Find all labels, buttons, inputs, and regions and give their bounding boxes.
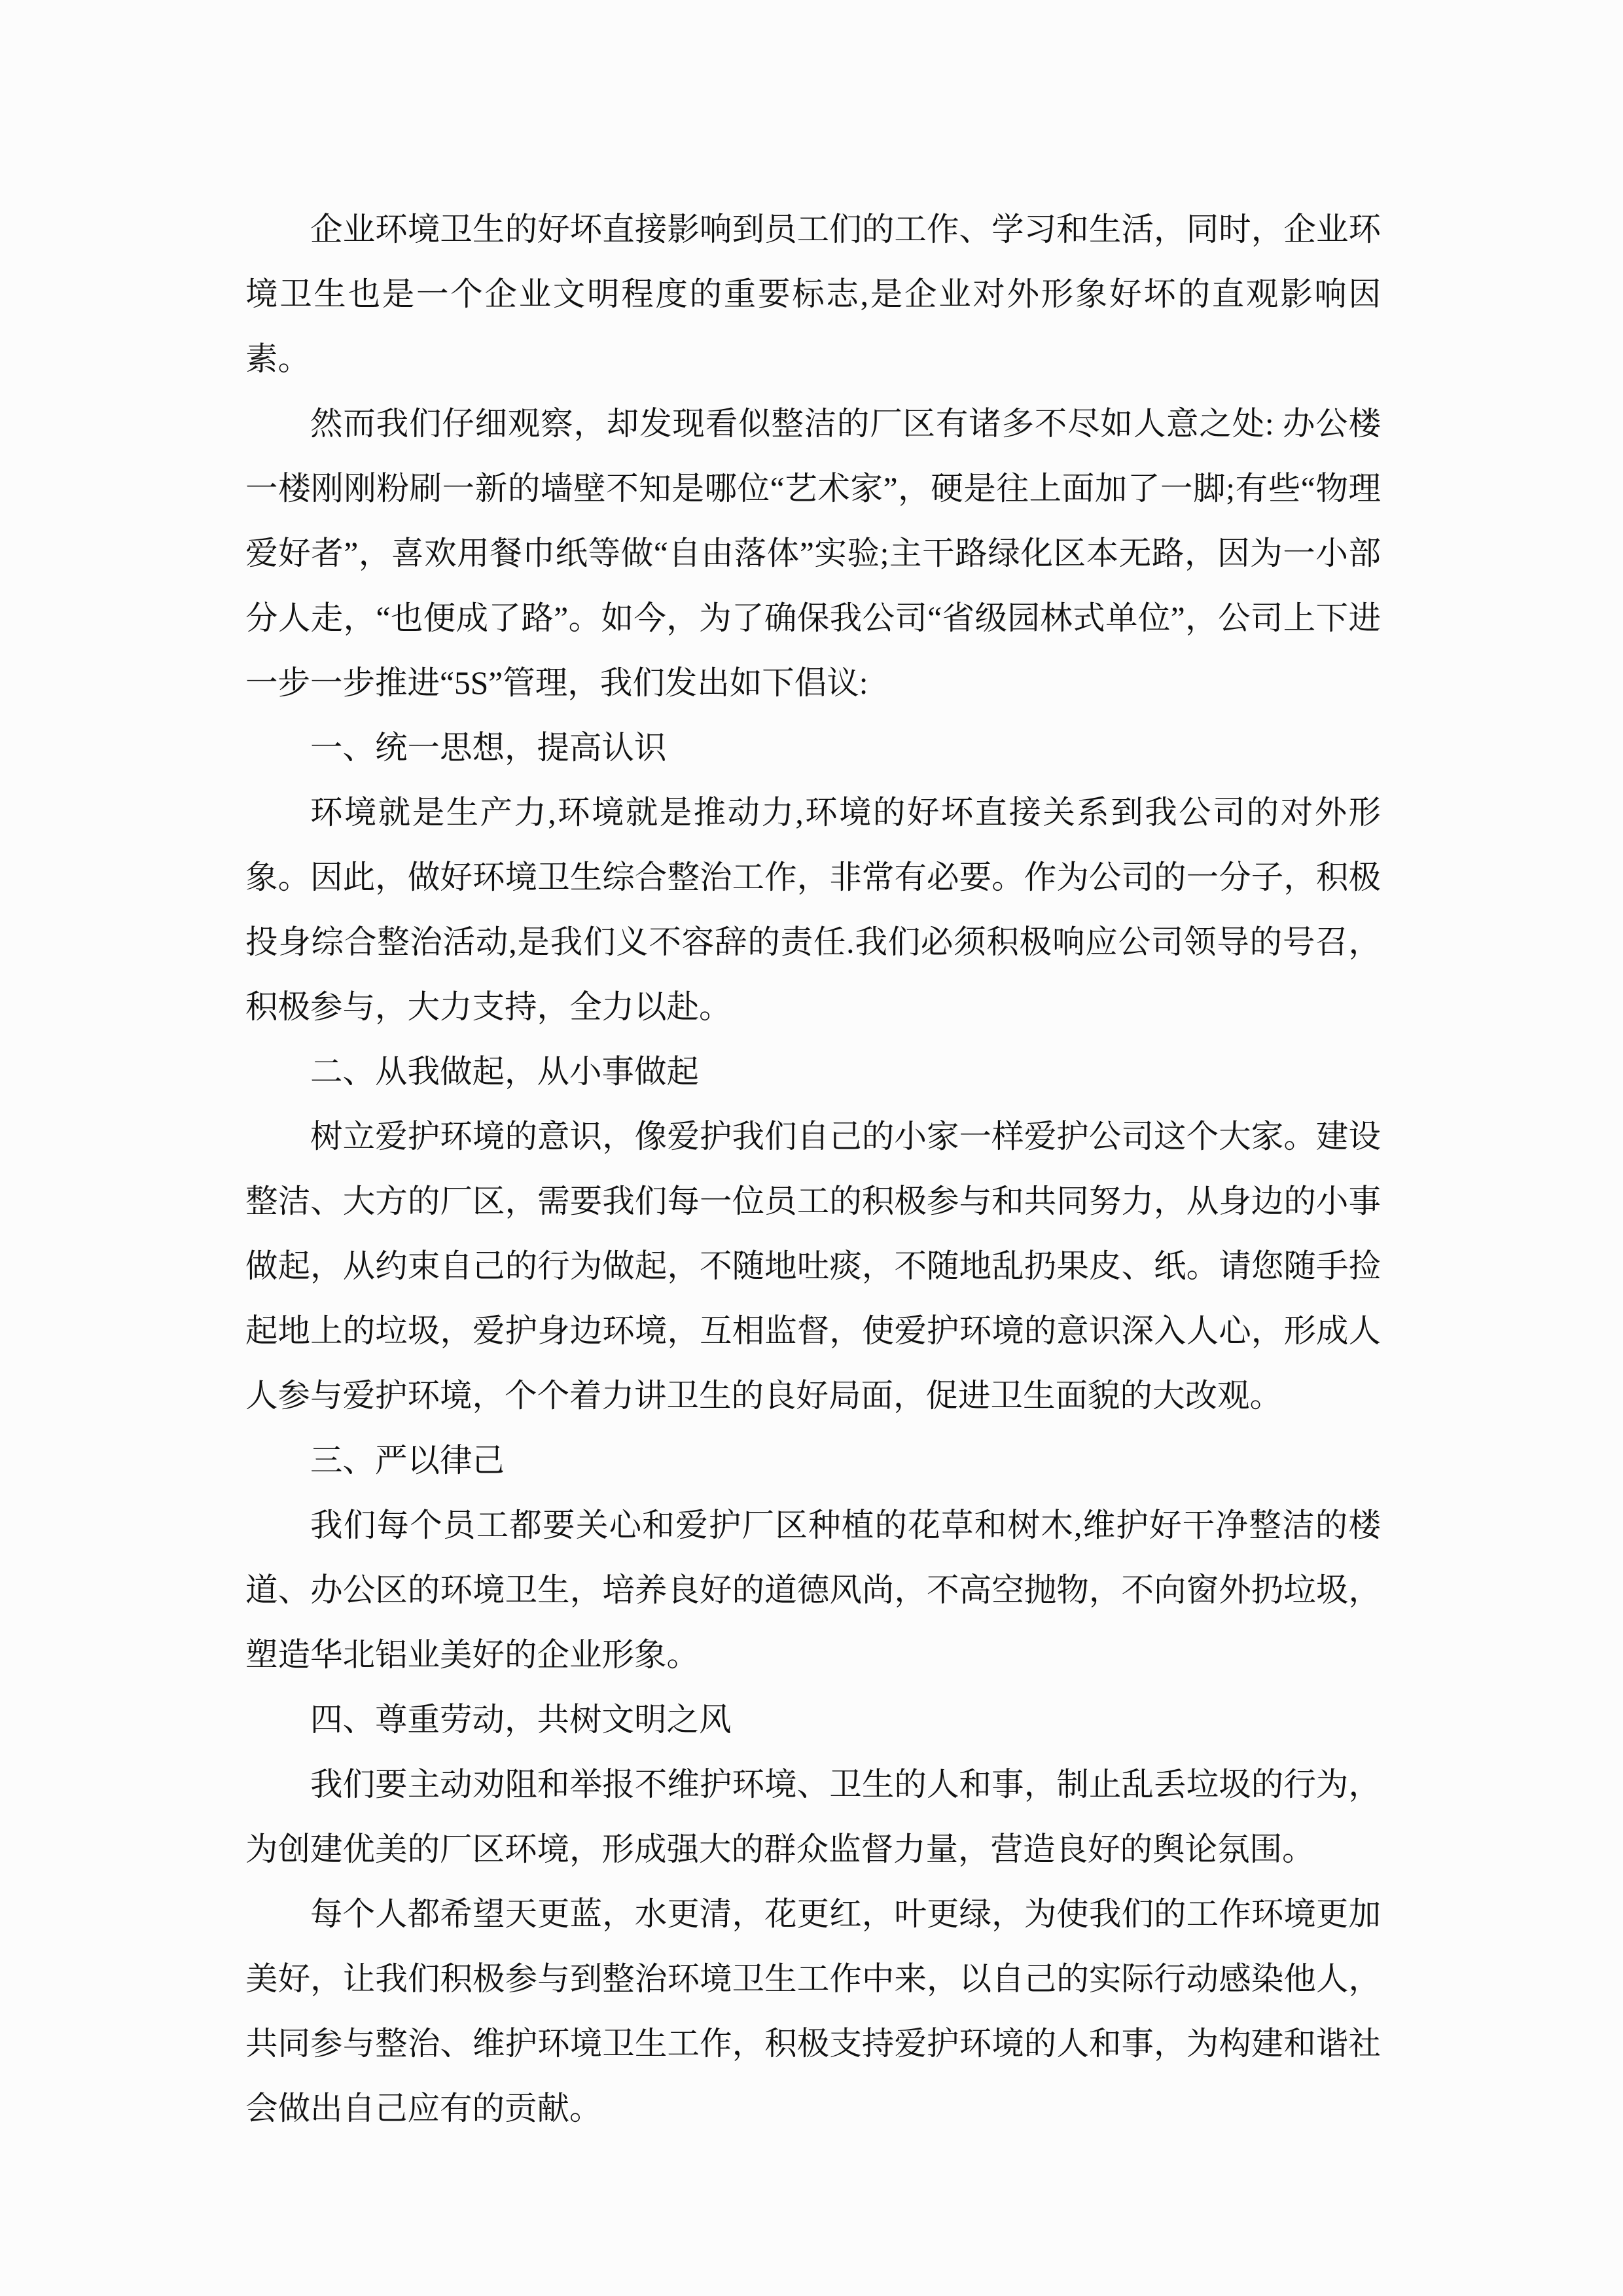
section-2-paragraph: 树立爱护环境的意识，像爱护我们自己的小家一样爱护公司这个大家。建设整洁、大方的厂区，需要我们每一位员工的积极参与和共同努力，从身边的小事做起，从约束自己的行为做起，不随地吐痰，不随地乱扔果皮、纸。请您随手捡起地上的垃圾，爱护身边环境，互相监督，使爱护环境的意识深入人心，形成人人参与爱护环境，个个着力讲卫生的良好局面，促进卫生面貌的大改观。 bbox=[245, 1119, 1381, 1414]
paragraph-closing: 每个人都希望天更蓝，水更清，花更红，叶更绿，为使我们的工作环境更加美好，让我们积极参与到整治环境卫生工作中来，以自己的实际行动感染他人，共同参与整治、维护环境卫生工作，积极支持爱护环境的人和事，为构建和谐社会做出自己应有的贡献。 bbox=[245, 1896, 1381, 2126]
section-4-heading: 四、尊重劳动，共树文明之风 bbox=[310, 1702, 732, 1738]
section-2-heading: 二、从我做起，从小事做起 bbox=[310, 1054, 699, 1090]
section-3-paragraph: 我们每个员工都要关心和爱护厂区种植的花草和树木,维护好干净整洁的楼道、办公区的环境卫生，培养良好的道德风尚，不高空抛物，不向窗外扔垃圾，塑造华北铝业美好的企业形象。 bbox=[245, 1507, 1381, 1673]
document-body bbox=[245, 197, 1381, 2141]
paragraph-intro: 企业环境卫生的好坏直接影响到员工们的工作、学习和生活，同时，企业环境卫生也是一个企业文明程度的重要标志,是企业对外形象好坏的直观影响因素。 bbox=[245, 211, 1381, 377]
section-1-heading: 一、统一思想，提高认识 bbox=[310, 730, 667, 766]
section-3-heading: 三、严以律己 bbox=[310, 1443, 505, 1479]
paragraph-observation: 然而我们仔细观察，却发现看似整洁的厂区有诸多不尽如人意之处: 办公楼一楼刚刚粉刷一新的墙壁不知是哪位“艺术家”，硬是往上面加了一脚;有些“物理爱好者”，喜欢用餐巾纸等做“自由落体”实验;主干路绿化区本无路，因为一小部分人走，“也便成了路”。如今，为了确保我公司“省级园林式单位”，公司上下进一步一步推进“5S”管理，我们发出如下倡议: bbox=[245, 406, 1381, 701]
section-1-paragraph: 环境就是生产力,环境就是推动力,环境的好坏直接关系到我公司的对外形象。因此，做好环境卫生综合整治工作，非常有必要。作为公司的一分子，积极投身综合整治活动,是我们义不容辞的责任.我们必须积极响应公司领导的号召，积极参与，大力支持，全力以赴。 bbox=[245, 795, 1381, 1025]
section-4-paragraph: 我们要主动劝阻和举报不维护环境、卫生的人和事，制止乱丢垃圾的行为，为创建优美的厂区环境，形成强大的群众监督力量，营造良好的舆论氛围。 bbox=[245, 1767, 1381, 1867]
